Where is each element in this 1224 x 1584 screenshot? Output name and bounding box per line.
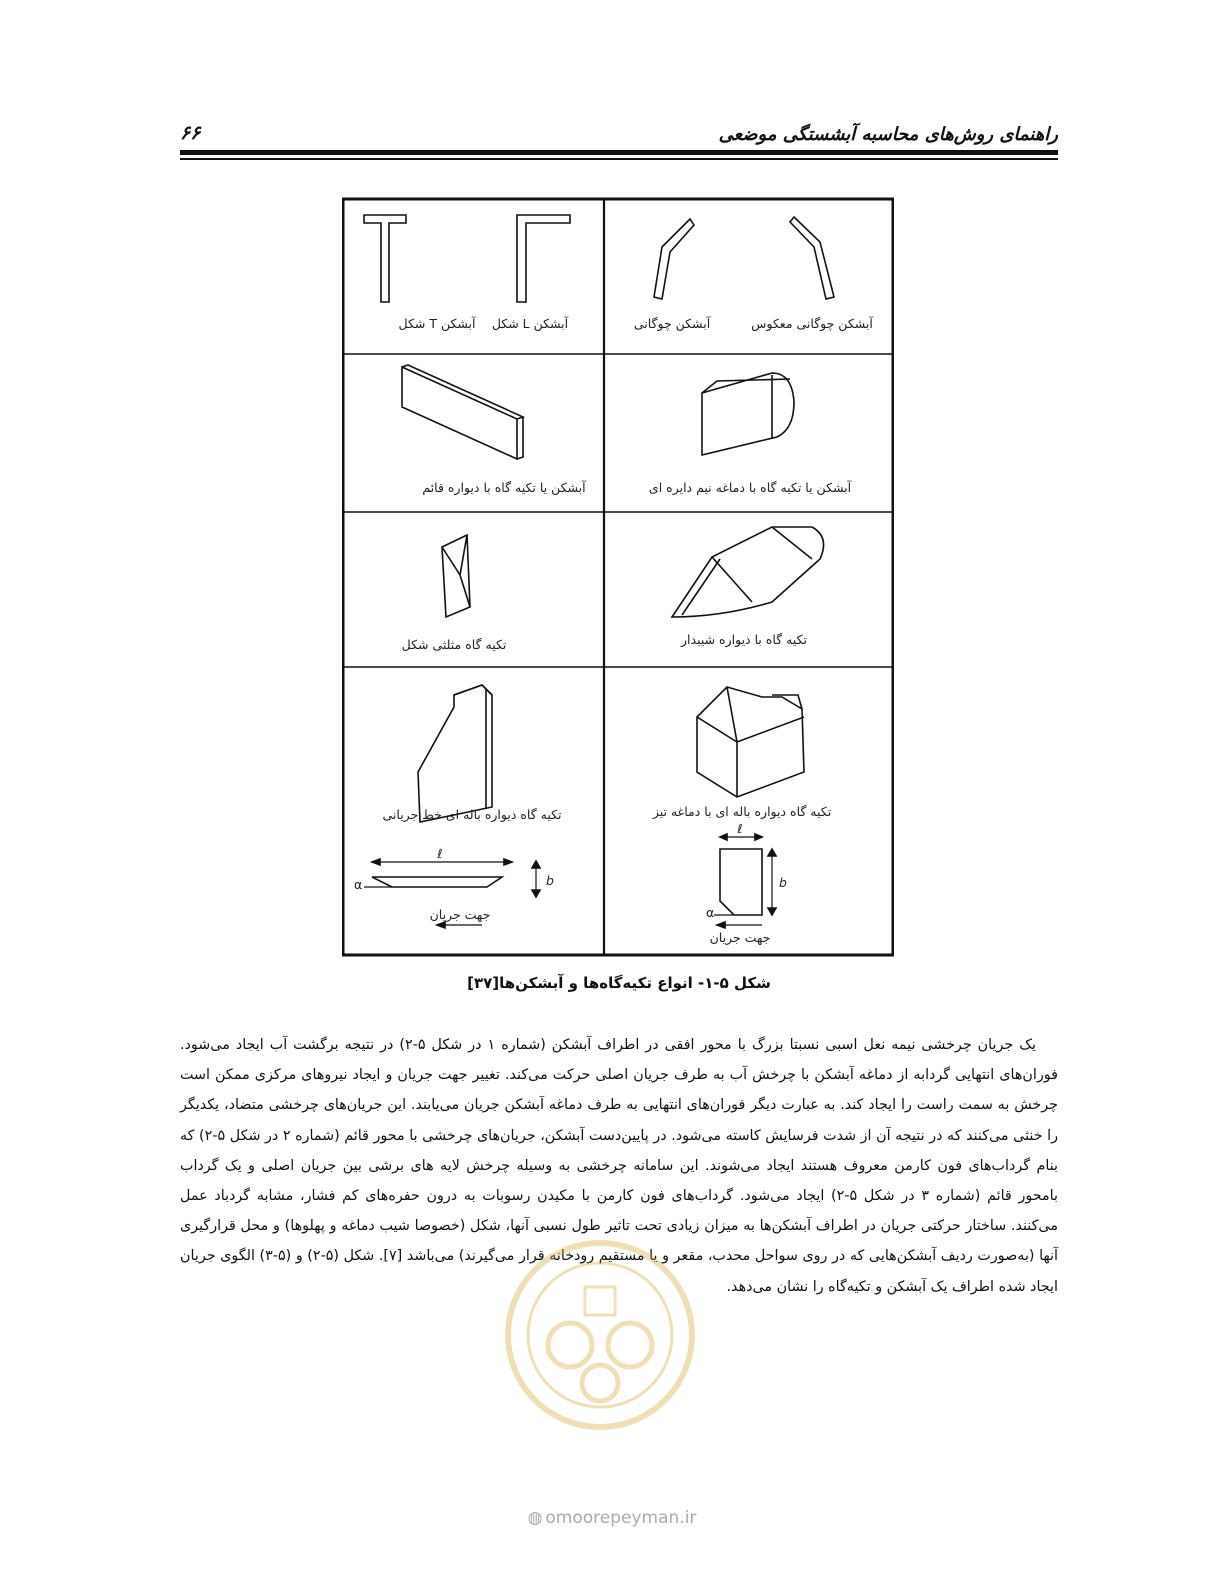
hockey-groyne-icon — [654, 219, 694, 299]
figure-svg — [342, 197, 894, 957]
label-wing-wall-sharp: تکیه گاه دیواره باله ای با دماغه تیز — [652, 804, 832, 819]
triangular-abutment-icon — [442, 535, 470, 617]
abutment-types-figure — [342, 197, 894, 957]
site-footer — [0, 1508, 1224, 1528]
label-l-groyne: آبشکن L شکل — [491, 316, 569, 331]
running-title: راهنمای روش‌های محاسبه آبشستگی موضعی — [718, 124, 1058, 145]
body-paragraph: یک جریان چرخشی نیمه نعل اسبی نسبتا بزرگ با محور افقی در اطراف آبشکن (شماره ۱ در شکل ۵-۲) در نتیجه برگشت آب ایجاد می‌شود. فوران‌های انتهایی گردابه از دماغه آبشکن با چرخش آب به طرف جریان اصلی حرکت می‌کند. تغییر جهت جریان و ایجاد نیروهای مرکزی ممکن است چرخش به سمت راست را ایجاد کند. به عبارت دیگر فوران‌های انتهایی به طرف دماغه آبشکن جریان می‌یابند. این جریان‌های چرخشی متضاد، یکدیگر را خنثی می‌کنند که در نتیجه آن از شدت فرسایش کاسته می‌شود. در پایین‌دست آبشکن، جریان‌های چرخشی با محور قائم (شماره ۲ در شکل ۵-۲) که بنام گرداب‌های فون کارمن معروف هستند ایجاد می‌شوند. این سامانه چرخشی به وسیله چرخش لایه های برشی بین جریان اصلی و یک گرداب بامحور قائم (شماره ۳ در شکل ۵-۲) ایجاد می‌شود. گرداب‌های فون کارمن با مکیدن رسوبات به درون حفره‌های کم فشار، مشابه گردباد عمل می‌کنند. ساختار حرکتی جریان در اطراف آبشکن‌ها به میزان زیادی تحت تاثیر طول نسبی آنها، شکل (خصوصا شیب دماغه و پهلوها) و محل قرارگیری آنها (به‌صورت ردیف آبشکن‌هایی که در روی سواحل محدب، مقعر و یا مستقیم رودخانه قرار می‌گیرند) می‌باشد [۷]. شکل (۵-۲) و (۵-۳) الگوی جریان ایجاد شده اطراف یک آبشکن و تکیه‌گاه را نشان می‌دهد. — [180, 1037, 1059, 1295]
l-groyne-icon — [517, 215, 570, 302]
figure-frame — [343, 199, 893, 955]
label-dim-l-right: ℓ — [737, 821, 743, 836]
vertical-wall-abutment-icon — [402, 367, 517, 459]
label-dim-alpha-right: α — [706, 905, 715, 920]
t-groyne-icon — [364, 215, 406, 302]
label-dim-b-right: b — [779, 875, 787, 890]
label-flow-direction-right: جهت جریان — [709, 930, 771, 945]
seal-icon — [500, 1225, 700, 1445]
sloped-wall-abutment-icon — [672, 527, 824, 617]
wing-wall-streamlined-icon — [418, 685, 492, 822]
label-dim-l-left: ℓ — [437, 846, 443, 861]
header-rule-thin — [180, 158, 1058, 160]
semicircular-abutment-icon — [702, 373, 794, 455]
globe-icon: ◍ — [527, 1508, 543, 1528]
figure-caption: شکل ۵-۱- انواع تکیه‌گاه‌ها و آبشکن‌ها[۳۷] — [467, 974, 771, 992]
label-vertical-wall: آبشکن یا تکیه گاه با دیواره قائم — [422, 480, 586, 495]
label-t-groyne: آبشکن T شکل — [398, 316, 476, 331]
label-wing-wall-streamlined: تکیه گاه دیواره باله ای خط جریانی — [382, 807, 562, 822]
reverse-hockey-groyne-icon — [790, 217, 834, 299]
label-semicircular: آبشکن یا تکیه گاه با دماغه نیم دایره ای — [648, 480, 852, 495]
sharp-nose-plan-icon — [720, 849, 762, 915]
label-dim-alpha-left: α — [354, 877, 363, 892]
label-triangular: تکیه گاه مثلثی شکل — [401, 637, 507, 652]
label-dim-b-left: b — [546, 873, 554, 888]
page-number: ۶۶ — [180, 122, 201, 144]
website-url: omoorepeyman.ir — [545, 1508, 697, 1528]
streamlined-plan-icon — [372, 877, 502, 887]
header-rule-thick — [180, 150, 1058, 155]
label-hockey-groyne: آبشکن چوگانی — [633, 316, 711, 331]
label-sloped-wall: تکیه گاه با دیواره شیبدار — [681, 632, 807, 647]
label-reverse-hockey-groyne: آبشکن چوگانی معکوس — [751, 316, 873, 331]
label-flow-direction-left: جهت جریان — [429, 907, 491, 922]
wing-wall-sharp-icon — [697, 687, 804, 797]
